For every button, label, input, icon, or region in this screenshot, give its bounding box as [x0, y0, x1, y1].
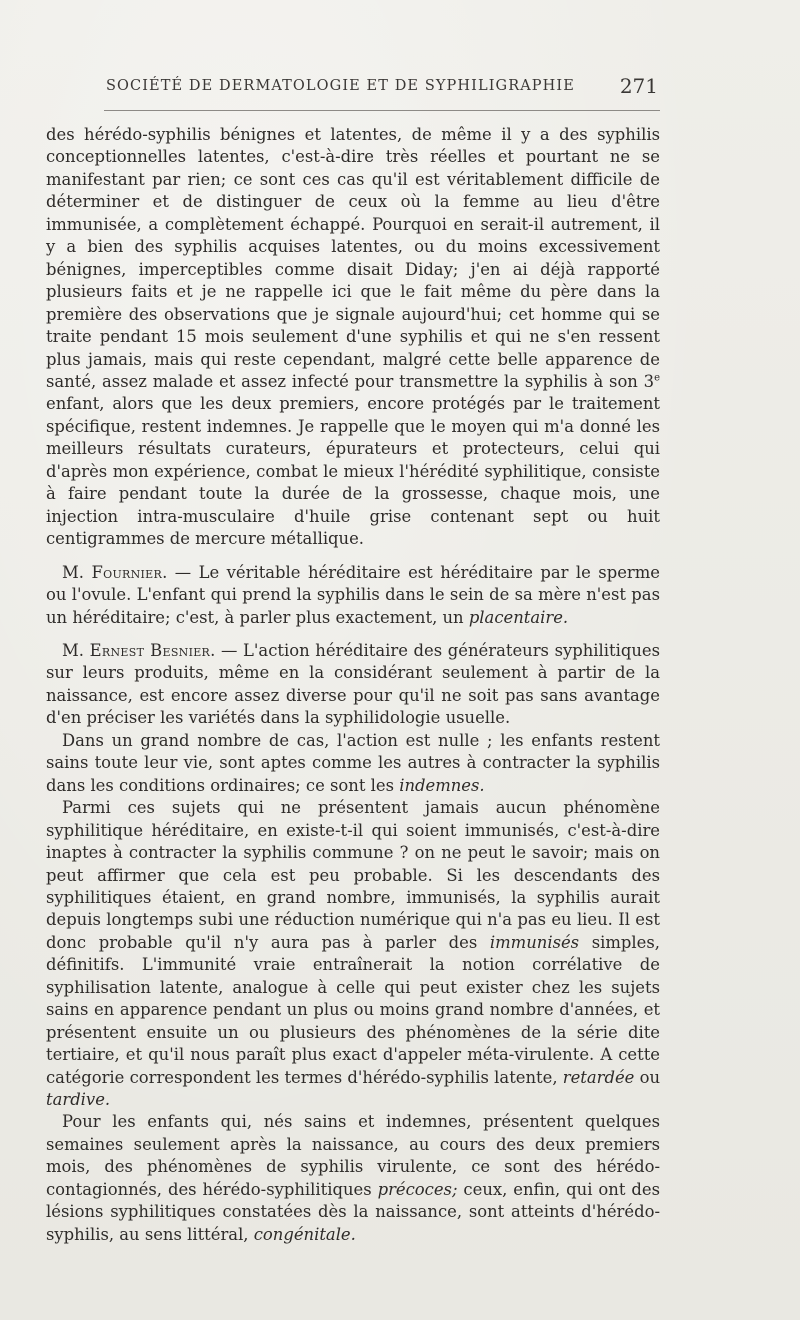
- paragraph: Parmi ces sujets qui ne présentent jamais aucun phénomène syphilitique héréditaire, en existe-t-il qui soient immunisés, c'est-à-dire inaptes à contracter la syphilis commune ? on ne peut le savoir; mais on peut affirmer que cela est peu probable. Si les descendants des syphilitiques étaient, en grand nombre, immunisés, la syphilis aurait depuis longtemps subi une réduction numérique qui n'a pas eu lieu. Il est donc probable qu'il n'y aura pas à parler des immunisés simples, définitifs. L'immunité vraie entraînerait la notion corrélative de syphilisation latente, analogue à celle qui peut exister chez les sujets sains en apparence pendant un plus ou moins grand nombre d'années, et présentent ensuite un ou plusieurs des phénomènes de la série dite tertiaire, et qu'il nous paraît plus exact d'appeler méta-virulente. A cette catégorie correspondent les termes d'hérédo-syphilis latente, retardée ou tardive.: [46, 798, 661, 1110]
- speaker-name: Fournier: [91, 562, 163, 582]
- paragraph: M. Ernest Besnier. — L'action héréditaire des générateurs syphilitiques sur leurs produits, même en la considérant seulement à partir de la naissance, est encore assez diverse pour qu'il ne soit pas sans avantage d'en préciser les variétés dans la syphilidologie usuelle.: [46, 640, 661, 728]
- paragraph: des hérédo-syphilis bénignes et latentes, de même il y a des syphilis conceptionnelles latentes, c'est-à-dire très réelles et pourtant ne se manifestant par rien; ce sont ces cas qu'il est véritablement difficile de déterminer et de distinguer de ceux où la femme au lieu d'être immunisée, a complètement échappé. Pourquoi en serait-il autrement, il y a bien des syphilis acquises latentes, ou du moins excessivement bénignes, imperceptibles comme disait Diday; j'en ai déjà rapporté plusieurs faits et je ne rappelle ici que le fait même du père dans la première des observations que je signale aujourd'hui; cet homme qui se traite pendant 15 mois seulement d'une syphilis et qui ne s'en ressent plus jamais, mais qui reste cependant, malgré cette belle apparence de santé, assez malade et assez infecté pour transmettre la syphilis à son 3e enfant, alors que les deux premiers, encore protégés par le traitement spécifique, restent indemnes. Je rappelle que le moyen qui m'a donné les meilleurs résultats curateurs, épurateurs et protecteurs, celui qui d'après mon expérience, combat le mieux l'hérédité syphilitique, consiste à faire pendant toute la durée de la grossesse, chaque mois, une injection intra-musculaire d'huile grise contenant sept ou huit centigrammes de mercure métallique.: [46, 125, 660, 549]
- body-text: [46, 124, 660, 1246]
- running-title: SOCIÉTÉ DE DERMATOLOGIE ET DE SYPHILIGRAPHIE: [106, 78, 575, 94]
- paragraph: Dans un grand nombre de cas, l'action est nulle ; les enfants restent sains toute leur vie, sont aptes comme les autres à contracter la syphilis dans les conditions ordinaires; ce sont les indemnes.: [46, 730, 660, 795]
- paragraph: M. Fournier. — Le véritable héréditaire est héréditaire par le sperme ou l'ovule. L'enfant qui prend la syphilis dans le sein de sa mère n'est pas un héréditaire; c'est, à parler plus exactement, un placentaire.: [46, 562, 660, 627]
- page-header: [106, 74, 658, 102]
- page-number: 271: [619, 74, 658, 98]
- paragraph: Pour les enfants qui, nés sains et indemnes, présentent quelques semaines seulement après la naissance, au cours des deux premiers mois, des phénomènes de syphilis virulente, ce sont des hérédo-contagionnés, des hérédo-syphilitiques précoces; ceux, enfin, qui ont des lésions syphilitiques constatées dès la naissance, sont atteints d'hérédo-syphilis, au sens littéral, congénitale.: [46, 1112, 660, 1244]
- speaker-name: Ernest Besnier: [89, 640, 211, 660]
- header-rule: [104, 110, 660, 111]
